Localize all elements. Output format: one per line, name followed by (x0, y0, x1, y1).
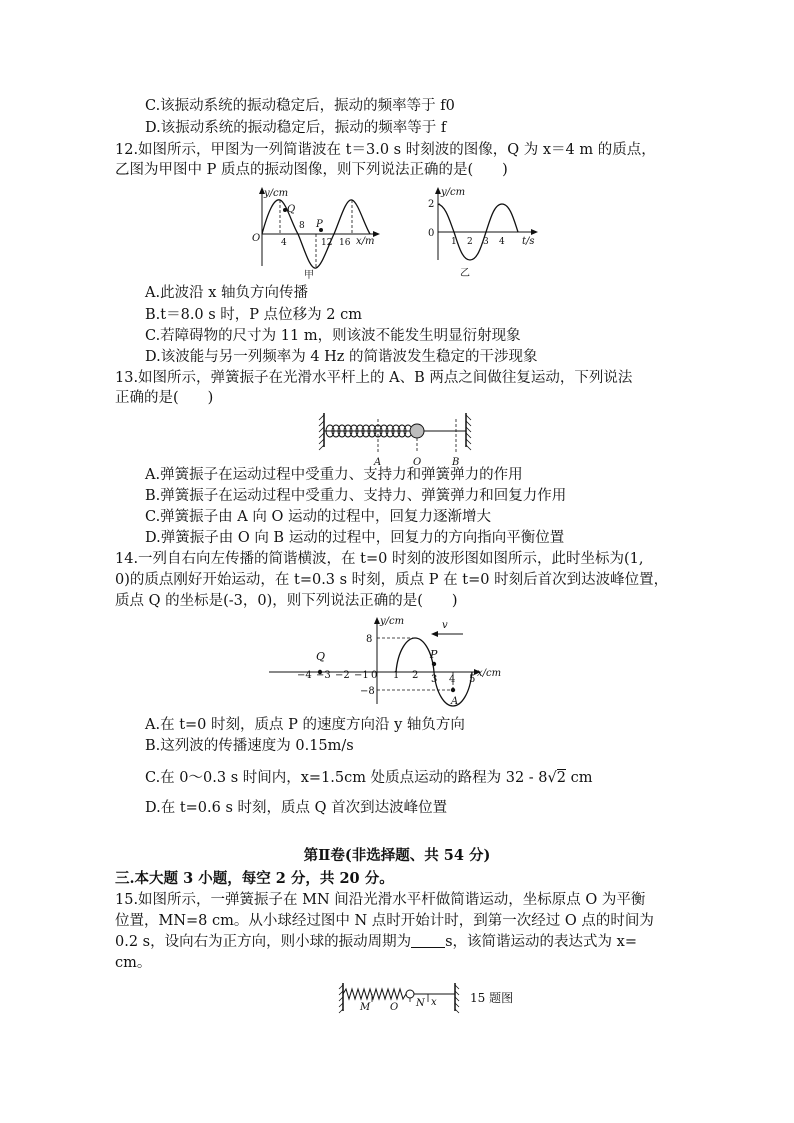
q15-stem-line-2: 位置，MN=8 cm。从小球经过图中 N 点时开始计时，到第一次经过 O 点的时间为 (115, 913, 654, 929)
q14-stem-line-1: 14.一列自右向左传播的简谐横波，在 t=0 时刻的波形图如图所示，此时坐标为(1, (115, 551, 644, 567)
q15-fig-label-m: M (360, 1002, 371, 1013)
q15-stem-text-b: s，该简谐运动的表达式为 x= (445, 934, 637, 950)
q12-fig-b-xlabel: t/s (522, 236, 535, 247)
q12-option-c: C.若障碍物的尺寸为 11 m，则该波不能发生明显衍射现象 (145, 328, 521, 344)
q12-fig-b-ytop: 2 (428, 199, 435, 210)
q14-fig-tick: −1 (354, 670, 369, 681)
q12-fig-a-tick: 4 (281, 238, 287, 248)
q13-fig-label-o: O (413, 457, 422, 467)
q13-fig-label-a: A (374, 457, 382, 467)
q13-option-d: D.弹簧振子由 O 向 B 运动的过程中，回复力的方向指向平衡位置 (145, 530, 565, 546)
q15-stem-line-1: 15.如图所示，一弹簧振子在 MN 间沿光滑水平杆做简谐运动，坐标原点 O 为平衡 (115, 892, 646, 908)
q12-fig-a-tick: 16 (339, 238, 351, 248)
q14-option-c-text: C.在 0～0.3 s 时间内，x=1.5cm 处质点运动的路程为 32 - 8 (145, 770, 548, 786)
q15-stem-text-a: 0.2 s，设向右为正方向，则小球的振动周期为 (115, 934, 412, 950)
q13-fig-label-b: B (452, 457, 460, 467)
q11-option-c: C.该振动系统的振动稳定后，振动的频率等于 f0 (145, 98, 455, 114)
q12-fig-a-caption: 甲 (304, 270, 314, 279)
q15-fig-label-o: O (390, 1002, 399, 1013)
q13-option-b: B.弹簧振子在运动过程中受重力、支持力、弹簧弹力和回复力作用 (145, 488, 567, 504)
q14-option-c-radicand: 2 (556, 770, 566, 786)
q12-stem-line-1: 12.如图所示，甲图为一列简谐波在 t＝3.0 s 时刻波的图像，Q 为 x＝4 m 的质点， (115, 142, 656, 158)
q12-fig-a-tick: 12 (321, 238, 333, 248)
q15-fig-label-n: N (416, 998, 425, 1009)
q14-option-c (145, 768, 592, 788)
q12-figure-vibration (420, 184, 545, 279)
q13-option-a: A.弹簧振子在运动过程中受重力、支持力和弹簧弹力的作用 (145, 467, 523, 483)
q13-figure-spring (318, 409, 478, 467)
q12-fig-b-origin: 0 (428, 228, 435, 239)
q12-stem-line-2: 乙图为甲图中 P 质点的振动图像，则下列说法正确的是( ) (115, 162, 508, 178)
q14-fig-tick: 5 (469, 674, 476, 685)
q15-fig-label-x: x (431, 997, 437, 1008)
q14-fig-point-a: A (451, 696, 459, 707)
q14-fig-ylabel: y/cm (380, 616, 405, 627)
q14-fig-ypos: 8 (366, 634, 373, 645)
q14-fig-yneg: −8 (360, 686, 375, 697)
q12-fig-b-tick: 4 (499, 237, 505, 247)
q14-fig-tick: 3 (431, 674, 438, 685)
q14-fig-tick: 2 (412, 670, 419, 681)
q14-option-d: D.在 t=0.6 s 时刻，质点 Q 首次到达波峰位置 (145, 800, 448, 816)
q14-option-a: A.在 t=0 时刻，质点 P 的速度方向沿 y 轴负方向 (145, 717, 465, 733)
q12-figure-wave (252, 184, 382, 279)
q12-fig-a-xlabel: x/m (356, 236, 375, 247)
q12-option-a: A.此波沿 x 轴负方向传播 (145, 285, 308, 301)
q14-stem-line-3: 质点 Q 的坐标是(-3，0)，则下列说法正确的是( ) (115, 593, 458, 609)
q14-fig-velocity: v (442, 620, 448, 631)
q14-fig-tick: 4 (449, 674, 456, 685)
q13-stem-line-2: 正确的是( ) (115, 390, 214, 406)
q11-option-d: D.该振动系统的振动稳定后，振动的频率等于 f (145, 120, 447, 136)
q12-fig-b-ylabel: y/cm (441, 187, 466, 198)
q12-option-b: B.t＝8.0 s 时，P 点位移为 2 cm (145, 307, 362, 323)
q12-option-d: D.该波能与另一列频率为 4 Hz 的简谐波发生稳定的干涉现象 (145, 349, 538, 365)
q12-fig-b-tick: 3 (483, 237, 489, 247)
q12-fig-b-tick: 2 (467, 237, 473, 247)
q14-fig-xlabel: x/cm (477, 668, 502, 679)
q13-option-c: C.弹簧振子由 A 向 O 运动的过程中，回复力逐渐增大 (145, 509, 491, 525)
q14-fig-tick: −4 (297, 670, 312, 681)
q12-fig-b-caption: 乙 (460, 268, 470, 279)
q14-fig-origin: 0 (371, 670, 378, 681)
q14-stem-line-2: 0)的质点刚好开始运动，在 t=0.3 s 时刻，质点 P 在 t=0 时刻后首次到达波峰位置， (115, 572, 669, 588)
q12-fig-a-origin: O (252, 233, 261, 244)
q14-fig-tick: −2 (335, 670, 350, 681)
q15-stem-line-4: cm。 (115, 955, 152, 971)
q14-figure-wave (265, 612, 515, 712)
q13-stem-line-1: 13.如图所示，弹簧振子在光滑水平杆上的 A、B 两点之间做往复运动，下列说法 (115, 370, 633, 386)
q12-fig-a-ylabel: y/cm (264, 188, 289, 199)
q12-fig-a-point-p: P (316, 219, 323, 230)
q14-fig-point-p: P (430, 648, 438, 661)
q14-option-b: B.这列波的传播速度为 0.15m/s (145, 738, 354, 754)
sqrt-icon: √ (547, 770, 557, 786)
q12-fig-b-tick: 1 (451, 237, 457, 247)
q15-stem-line-3 (115, 932, 637, 952)
section-title: 第Ⅱ卷(非选择题、共 54 分) (303, 847, 491, 864)
q15-period-blank[interactable] (411, 933, 445, 948)
q12-fig-a-point-q: Q (287, 204, 296, 215)
q15-fig-caption: 15 题图 (470, 991, 514, 1005)
part-three-heading: 三.本大题 3 小题，每空 2 分，共 20 分。 (115, 870, 394, 887)
q15-figure-spring (338, 980, 528, 1016)
q14-fig-point-q: Q (316, 650, 326, 663)
q14-fig-tick: −3 (316, 670, 331, 681)
q14-option-c-unit: cm (566, 770, 593, 786)
q12-fig-a-tick: 8 (299, 221, 305, 231)
q14-fig-tick: 1 (393, 670, 400, 681)
